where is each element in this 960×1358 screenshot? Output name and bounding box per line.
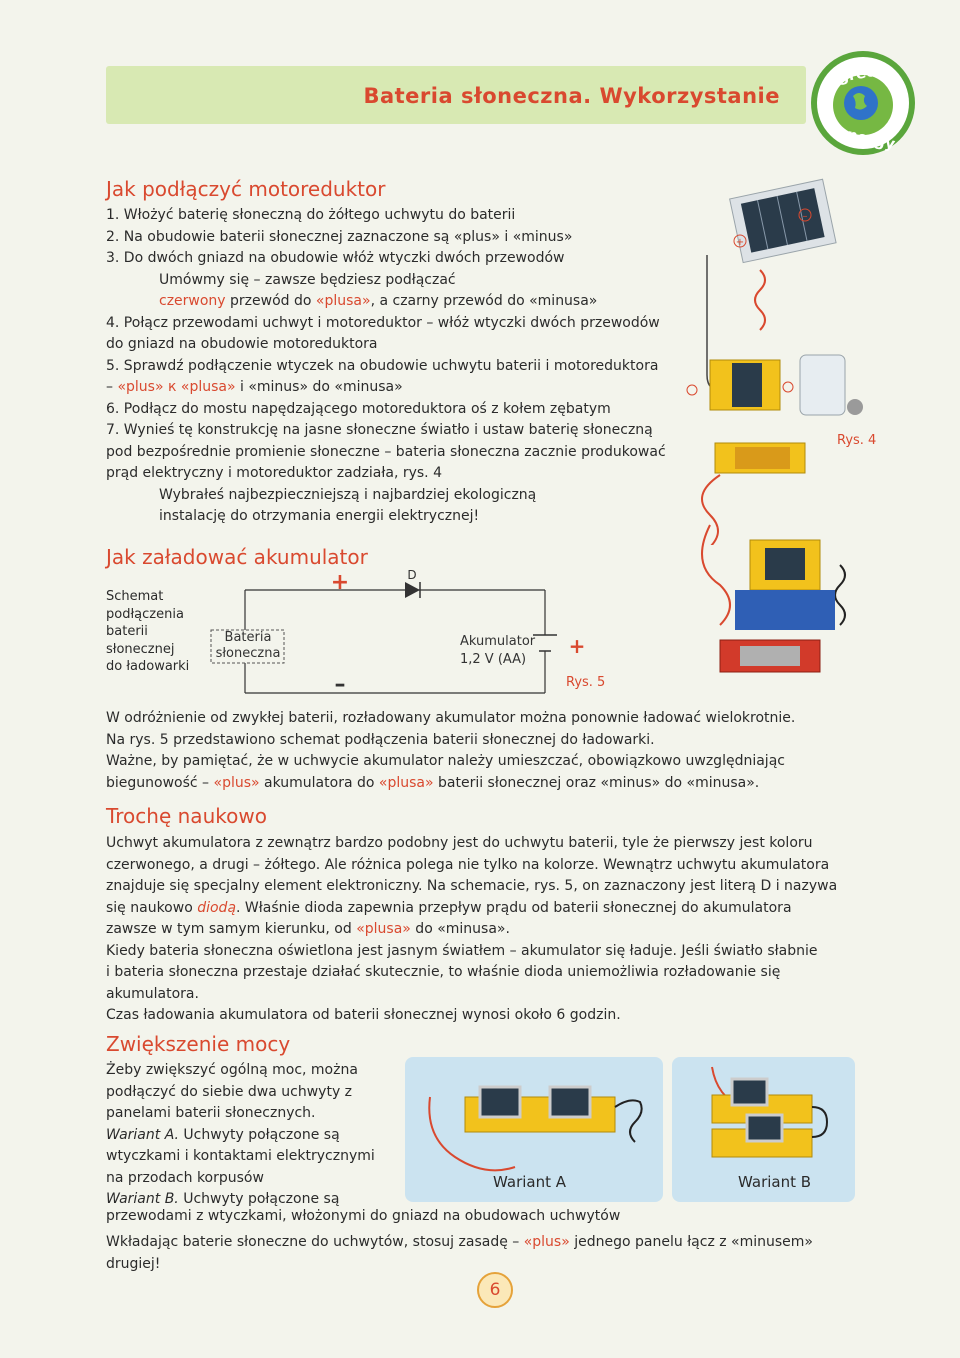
step-3-wires: czerwony przewód do «plusa», a czarny przewód do «minusa» [159, 293, 598, 309]
accumulator-label-1: Akumulator [460, 634, 536, 649]
conclusion-2: instalację do otrzymania energii elektrycznej! [159, 508, 480, 524]
section-charge-text [106, 708, 866, 794]
step-4-cont: do gniazd na obudowie motoreduktora [106, 336, 378, 352]
battery-label-2: słoneczna [215, 646, 281, 661]
power-wires-line: przewodami z wtyczkami, włożonymi do gniazd na obudowach uchwytów [106, 1208, 621, 1224]
variant-b-figure [672, 1057, 855, 1202]
step-3-agree: Umówmy się – zawsze będziesz podłączać [159, 271, 456, 288]
logo-text-energy: energy [835, 123, 897, 154]
page-number: 6 [477, 1272, 513, 1308]
circuit-diagram [205, 565, 625, 700]
conclusion-1: Wybrałeś najbezpieczniejszą i najbardziej ekologiczną [159, 486, 537, 503]
charge-p3: Ważne, by pamiętać, że w uchwycie akumulator należy umieszczać, obowiązkowo uwzględniając [106, 753, 785, 769]
section-title-motor: Jak podłączyć motoreduktor [106, 177, 386, 201]
section-title-power: Zwiększenie mocy [106, 1032, 291, 1056]
step-5-cont: – «plus» к «plusa» i «minus» do «minusa» [106, 379, 403, 395]
variant-b-label: Wariant B [738, 1173, 812, 1191]
diode-label: D [407, 568, 417, 582]
figure-5-label: Rys. 5 [566, 675, 606, 690]
logo-text-green: green [836, 59, 888, 87]
figure-5-illustration [690, 520, 870, 700]
step-1: 1. Włożyć baterię słoneczną do żółtego uchwytu do baterii [106, 207, 516, 223]
plus-top: + [330, 570, 350, 595]
charge-p4: biegunowość – «plus» akumulatora do «plusa» baterii słonecznej oraz «minus» do «minusa». [106, 774, 760, 791]
section-power-text: Żeby zwiększyć ogólną moc, można podłączyć do siebie dwa uchwyty z panelami baterii słonecznych. Wariant A. Uchwyty połączone są wtyczkami i kontaktami elektrycznymi na przodach korpusów Wariant B. Uchwyty połączone są [106, 1062, 375, 1207]
charge-p1: W odróżnienie od zwykłej baterii, rozładowany akumulator można ponownie ładować wielokrotnie. [106, 710, 796, 726]
minus-bottom: – [334, 672, 346, 697]
diode-symbol [405, 582, 420, 598]
plus-acc: + [568, 634, 586, 658]
accumulator-label-2: 1,2 V (AA) [460, 652, 527, 667]
variant-a-figure [405, 1057, 663, 1202]
svg-text:–: – [802, 211, 808, 222]
section-science-text: Uchwyt akumulatora z zewnątrz bardzo podobny jest do uchwytu baterii, tyle że pierwszy jest koloru czerwonego, a drugi – żółtego. Ale różnica polega nie tylko na kolorze. Wewnątrz uchwytu akumulatora znajduje się specjalny element elektroniczny. Na schemacie, rys. 5, on zaznaczony jest literą D i nazywa się naukowo diodą. Właśnie dioda zapewnia przepływ prądu od baterii słonecznej do akumulatora zawsze w tym samym kierunku, od «plusa» do «minusa». Kiedy bateria słoneczna oświetlona jest jasnym światłem – akumulator się ładuje. Jeśli światło słabnie i bateria słoneczna przestaje działać skutecznie, to właśnie dioda uniemożliwia rozładowanie się akumulatora. Czas ładowania akumulatora od baterii słonecznej wynosi około 6 godzin. [106, 835, 838, 1023]
variant-a-label: Wariant A [493, 1173, 567, 1191]
power-rule: Wkładając baterie słoneczne do uchwytów, stosuj zasadę – «plus» jednego panelu łącz z «minusem» drugiej! [106, 1234, 813, 1272]
step-3: 3. Do dwóch gniazd na obudowie włóż wtyczki dwóch przewodów [106, 250, 565, 266]
green-energy-logo [808, 48, 918, 158]
figure-4-illustration [680, 175, 880, 545]
step-7: 7. Wynieś tę konstrukcję na jasne słoneczne światło i ustaw baterię słoneczną [106, 422, 653, 438]
section-motor-steps [106, 205, 696, 528]
battery-label-1: Bateria [224, 630, 272, 645]
charge-p2: Na rys. 5 przedstawiono schemat podłączenia baterii słonecznej do ładowarki. [106, 731, 655, 748]
step-2: 2. Na obudowie baterii słonecznej zaznaczone są «plus» i «minus» [106, 228, 573, 245]
step-6: 6. Podłącz do mostu napędzającego motoreduktora oś z kołem zębatym [106, 400, 611, 417]
page-title: Bateria słoneczna. Wykorzystanie [363, 84, 780, 108]
figure-4-label: Rys. 4 [837, 433, 877, 448]
step-7-cont-2: prąd elektryczny i motoreduktor zadziała, rys. 4 [106, 465, 442, 481]
section-title-charge: Jak załadować akumulator [106, 545, 368, 569]
step-5: 5. Sprawdź podłączenie wtyczek na obudowie uchwytu baterii i motoreduktora [106, 357, 659, 374]
section-title-science: Trochę naukowo [106, 804, 267, 828]
schema-caption: Schemat podłączenia baterii słonecznej do ładowarki [106, 589, 190, 674]
step-4: 4. Połącz przewodami uchwyt i motoreduktor – włóż wtyczki dwóch przewodów [106, 314, 660, 331]
step-7-cont-1: pod bezpośrednie promienie słoneczne – bateria słoneczna zacznie produkować [106, 443, 666, 460]
svg-text:+: + [735, 237, 745, 248]
